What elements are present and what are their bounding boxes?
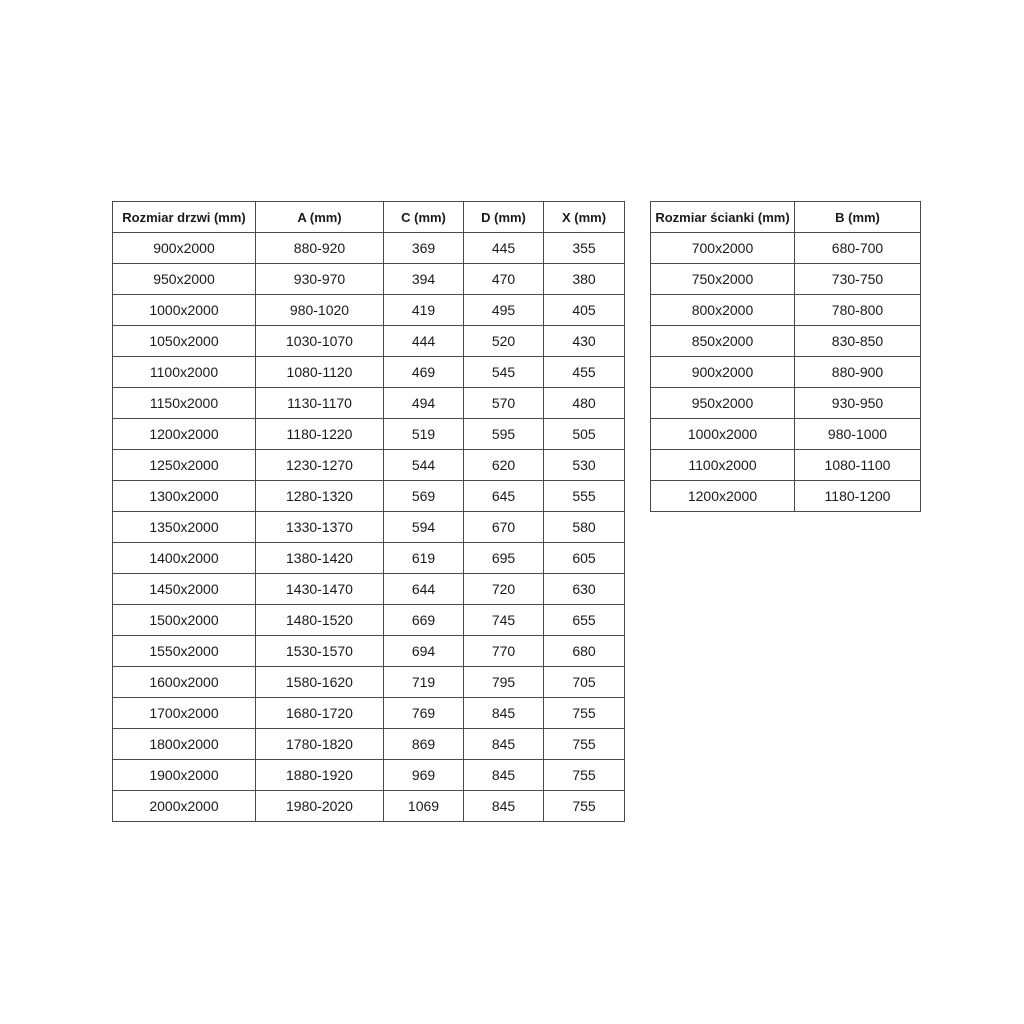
table-cell: 880-900 [795, 357, 921, 388]
table-cell: 730-750 [795, 264, 921, 295]
table-cell: 505 [544, 419, 625, 450]
column-header: A (mm) [256, 202, 384, 233]
table-cell: 469 [384, 357, 464, 388]
table-cell: 2000x2000 [113, 791, 256, 822]
table-cell: 1180-1220 [256, 419, 384, 450]
table-row [651, 357, 921, 388]
table-cell: 470 [464, 264, 544, 295]
table-cell: 680 [544, 636, 625, 667]
table-cell: 1300x2000 [113, 481, 256, 512]
table-row [113, 357, 625, 388]
table-cell: 845 [464, 791, 544, 822]
header-row [651, 202, 921, 233]
table-cell: 1900x2000 [113, 760, 256, 791]
table-row [651, 481, 921, 512]
table-cell: 1680-1720 [256, 698, 384, 729]
table-cell: 645 [464, 481, 544, 512]
table-cell: 1250x2000 [113, 450, 256, 481]
table-cell: 694 [384, 636, 464, 667]
table-cell: 1030-1070 [256, 326, 384, 357]
table-cell: 530 [544, 450, 625, 481]
table-cell: 750x2000 [651, 264, 795, 295]
table-cell: 419 [384, 295, 464, 326]
table-cell: 770 [464, 636, 544, 667]
table-row [651, 388, 921, 419]
column-header: Rozmiar ścianki (mm) [651, 202, 795, 233]
table-cell: 950x2000 [113, 264, 256, 295]
table-cell: 1480-1520 [256, 605, 384, 636]
table-cell: 1000x2000 [651, 419, 795, 450]
table-cell: 545 [464, 357, 544, 388]
table-row [651, 419, 921, 450]
table-row [651, 295, 921, 326]
table-cell: 1069 [384, 791, 464, 822]
table-cell: 494 [384, 388, 464, 419]
table-cell: 1400x2000 [113, 543, 256, 574]
wall-panel-sizes-table [650, 201, 921, 512]
table-cell: 1100x2000 [113, 357, 256, 388]
table-cell: 619 [384, 543, 464, 574]
table-cell: 405 [544, 295, 625, 326]
table-row [651, 264, 921, 295]
table-cell: 850x2000 [651, 326, 795, 357]
table-cell: 745 [464, 605, 544, 636]
table-cell: 1200x2000 [113, 419, 256, 450]
table-cell: 1150x2000 [113, 388, 256, 419]
table-cell: 495 [464, 295, 544, 326]
table-cell: 555 [544, 481, 625, 512]
table-cell: 570 [464, 388, 544, 419]
table-cell: 755 [544, 729, 625, 760]
column-header: B (mm) [795, 202, 921, 233]
table-cell: 830-850 [795, 326, 921, 357]
table-cell: 1980-2020 [256, 791, 384, 822]
table-cell: 445 [464, 233, 544, 264]
table-cell: 1130-1170 [256, 388, 384, 419]
table-cell: 845 [464, 760, 544, 791]
table-cell: 1700x2000 [113, 698, 256, 729]
table-cell: 1580-1620 [256, 667, 384, 698]
table-cell: 1880-1920 [256, 760, 384, 791]
table-cell: 1100x2000 [651, 450, 795, 481]
table-cell: 430 [544, 326, 625, 357]
table-cell: 755 [544, 760, 625, 791]
table-row [113, 574, 625, 605]
table-row [113, 729, 625, 760]
table-cell: 580 [544, 512, 625, 543]
table-cell: 569 [384, 481, 464, 512]
table-cell: 520 [464, 326, 544, 357]
table-cell: 769 [384, 698, 464, 729]
table-cell: 869 [384, 729, 464, 760]
table-cell: 845 [464, 698, 544, 729]
table-cell: 705 [544, 667, 625, 698]
header-row [113, 202, 625, 233]
table-cell: 1200x2000 [651, 481, 795, 512]
table-cell: 369 [384, 233, 464, 264]
table-cell: 880-920 [256, 233, 384, 264]
table-cell: 1430-1470 [256, 574, 384, 605]
table-cell: 644 [384, 574, 464, 605]
column-header: D (mm) [464, 202, 544, 233]
table-cell: 394 [384, 264, 464, 295]
table-cell: 655 [544, 605, 625, 636]
table-cell: 755 [544, 791, 625, 822]
table-row [113, 543, 625, 574]
table-cell: 800x2000 [651, 295, 795, 326]
table-cell: 544 [384, 450, 464, 481]
table-cell: 700x2000 [651, 233, 795, 264]
table-cell: 695 [464, 543, 544, 574]
column-header: X (mm) [544, 202, 625, 233]
table-cell: 980-1020 [256, 295, 384, 326]
table-cell: 1180-1200 [795, 481, 921, 512]
table-cell: 480 [544, 388, 625, 419]
table-row [113, 698, 625, 729]
table-cell: 444 [384, 326, 464, 357]
table-cell: 755 [544, 698, 625, 729]
table-cell: 1600x2000 [113, 667, 256, 698]
door-sizes-table [112, 201, 625, 822]
table-row [651, 233, 921, 264]
table-row [113, 326, 625, 357]
table-cell: 900x2000 [113, 233, 256, 264]
table-row [651, 450, 921, 481]
table-cell: 1080-1100 [795, 450, 921, 481]
table-cell: 605 [544, 543, 625, 574]
table-cell: 1000x2000 [113, 295, 256, 326]
table-row [113, 233, 625, 264]
table-cell: 930-950 [795, 388, 921, 419]
table-cell: 519 [384, 419, 464, 450]
table-cell: 930-970 [256, 264, 384, 295]
table-cell: 455 [544, 357, 625, 388]
table-cell: 980-1000 [795, 419, 921, 450]
table-cell: 670 [464, 512, 544, 543]
table-row [113, 605, 625, 636]
table-row [113, 450, 625, 481]
table-cell: 1800x2000 [113, 729, 256, 760]
table-cell: 950x2000 [651, 388, 795, 419]
table-cell: 1280-1320 [256, 481, 384, 512]
table-cell: 719 [384, 667, 464, 698]
table-row [113, 264, 625, 295]
table-cell: 620 [464, 450, 544, 481]
table-cell: 595 [464, 419, 544, 450]
table-cell: 720 [464, 574, 544, 605]
table-row [113, 791, 625, 822]
table-row [113, 419, 625, 450]
table-cell: 1530-1570 [256, 636, 384, 667]
table-cell: 1380-1420 [256, 543, 384, 574]
table-row [651, 326, 921, 357]
table-cell: 780-800 [795, 295, 921, 326]
table-cell: 1080-1120 [256, 357, 384, 388]
table-row [113, 481, 625, 512]
table-cell: 1450x2000 [113, 574, 256, 605]
table-cell: 1500x2000 [113, 605, 256, 636]
table-cell: 845 [464, 729, 544, 760]
table-cell: 669 [384, 605, 464, 636]
table-cell: 680-700 [795, 233, 921, 264]
table-row [113, 295, 625, 326]
table-row [113, 512, 625, 543]
table-cell: 630 [544, 574, 625, 605]
table-cell: 1350x2000 [113, 512, 256, 543]
table-cell: 969 [384, 760, 464, 791]
table-cell: 1050x2000 [113, 326, 256, 357]
column-header: Rozmiar drzwi (mm) [113, 202, 256, 233]
table-cell: 355 [544, 233, 625, 264]
table-cell: 900x2000 [651, 357, 795, 388]
table-cell: 380 [544, 264, 625, 295]
column-header: C (mm) [384, 202, 464, 233]
table-cell: 1230-1270 [256, 450, 384, 481]
table-cell: 594 [384, 512, 464, 543]
table-row [113, 667, 625, 698]
table-cell: 1330-1370 [256, 512, 384, 543]
table-row [113, 636, 625, 667]
table-row [113, 760, 625, 791]
table-cell: 795 [464, 667, 544, 698]
table-row [113, 388, 625, 419]
table-cell: 1550x2000 [113, 636, 256, 667]
table-cell: 1780-1820 [256, 729, 384, 760]
